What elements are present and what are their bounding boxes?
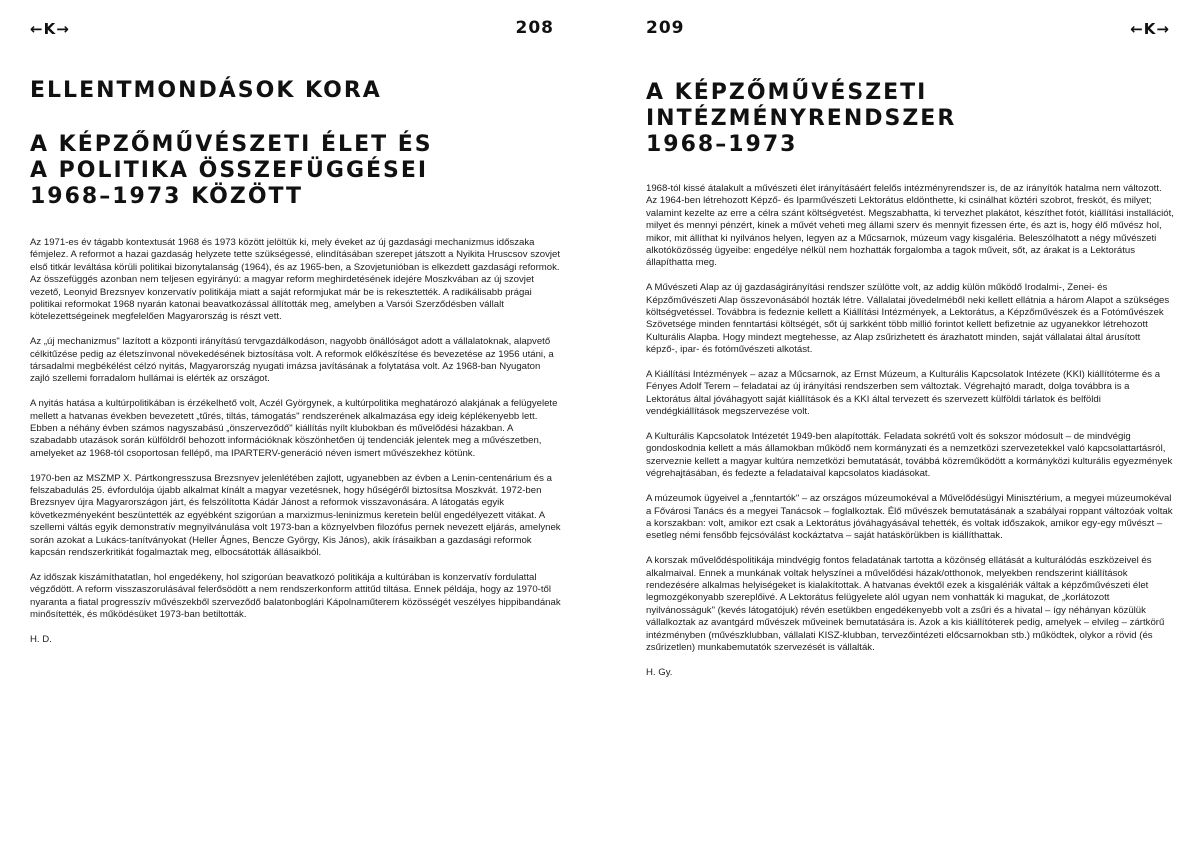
- paragraph: Az 1971-es év tágabb kontextusát 1968 és 1973 között jelöltük ki, mely éveket az új gazdasági mechanizmus időszaka fémjelez. A reformot a hazai gazdaság helyzete tette szükségessé, elindításában szerepet játszott a Nyikita Hruscsov szovjet első titkár leváltása körüli politikai bizonytalanság (1964), és az 1965-ben, a Szovjetunióban is elkezdett gazdasági reformok. Az összefüggés azonban nem teljesen egyirányú: a magyar reform meghirdetésének idejére Moszkvában az új szovjet vezető, Leonyid Brezsnyev konzervatív politikája miatt a saját reformjukat már be is rekesztették. A radikálisabb prágai politikai reformokat 1968 nyarán katonai beavatkozással állították meg, amelyben a Varsói Szerződésben vállalt kötelezettségeinek megfelelően Magyarország is részt vett.: [30, 237, 561, 323]
- right-page: [600, 0, 1200, 847]
- paragraph: A múzeumok ügyeivel a „fenntartók" – az országos múzeumokéval a Művelődésügyi Minisztérium, a megyei múzeumokéval a Fővárosi Tanács és a megyei Tanácsok – foglalkoztak. Élő művészek bemutatásának a szabályai roppant változóak voltak a korszakban: volt, amikor ezt csak a Lektorátus jóváhagyásával tehették, és voltak időszakok, amikor egy-egy művészt – esetleg némi fensőbb fejcsóválást kockáztatva – saját hatáskörükben is kiállíthattak.: [646, 493, 1173, 542]
- paragraph: A nyitás hatása a kultúrpolitikában is érzékelhető volt, Aczél Györgynek, a kultúrpolitika meghatározó alakjának a felügyelete mellett a hatvanas években bevezetett „tűrés, tiltás, támogatás" rendszerének alkalmazása egy ideig képlékenyebb lett. Ebben a néhány évben számos nagyszabású „önszerveződő" kiállítás nyílt klubokban és művelődési házakban. A szabadabb utazások során külföldről behozott információknak köszönhetően új tendenciák jelentek meg a művészetben, amelyeket az 1968-tól csoportosan fellépő, ma IPARTERV-generáció néven ismert művészekhez kötünk.: [30, 398, 558, 459]
- chapter-title: A KÉPZŐMŰVÉSZETI INTÉZMÉNYRENDSZER 1968–1973: [646, 80, 957, 157]
- paragraph: Az „új mechanizmus" lazított a központi irányítású tervgazdálkodáson, nagyobb önállóságot adott a vállalatoknak, alapvető célkitűzése pedig az életszínvonal növekedésének biztosítása volt. A reformok előkészítése és bevezetése az 1956 utáni, a társadalmi megbékélést célzó nyitás, Magyarország nyugati imázsa javításának a folytatása volt. Az 1968-ban Nyugaton zajló szellemi forradalom hullámai is elérték az országot.: [30, 336, 554, 385]
- chapter-title: A KÉPZŐMŰVÉSZETI ÉLET ÉS A POLITIKA ÖSSZEFÜGGÉSEI 1968–1973 KÖZÖTT: [30, 132, 433, 209]
- paragraph: A korszak művelődéspolitikája mindvégig fontos feladatának tartotta a közönség ellátását a kulturálódás eszközeivel és alkalmaival. Ennek a munkának voltak helyszínei a művelődési házak/otthonok, melyekben rendszerint kiállítások rendezésére alkalmas helyiségeket is kialakítottak. A hatvanas évektől ezek a kisgalériák váltak a képzőművészeti élet legmozgékonyabb szereplőivé. A Lektorátus felügyelete alól ugyan nem vonhatták ki magukat, de „korlátozott nyilvánosságuk" (kevés látogatójuk) révén esetükben engedékenyebb volt a zsűri és a hivatal – így néhányan közülük vállalkoztak az avantgárd művészek műveinek bemutatására is. Azok a kis kiállítóterek pedig, amelyek – elvileg – zártkörű intézményben (művészklubban, vállalati KISZ-klubban, tervezőintézeti előcsarnokban stb.) működtek, olykor a rövid (és zsűrizetlen) munkabemutatók szervezését is vállalták.: [646, 555, 1165, 653]
- paragraph: 1968-tól kissé átalakult a művészeti élet irányításáért felelős intézményrendszer is, de az irányítók hatalma nem változott. Az 1964-ben létrehozott Képző- és Iparművészeti Lektorátus eldönthette, ki csinálhat köztéri szobrot, freskót, és milyet; valamint kezelte az erre a célra szánt költségvetést. Megszabhatta, ki tervezhet plakátot, készíthet fotót, kiállítási installációt, milyet és mennyi pénzért, kinek a művét veheti meg állami szerv és mennyit fizessen érte, és azt is, hogy élő művész hol, mikor, mit állíthat ki nyilvános helyen, legyen az a Műcsarnok, múzeum vagy kisgaléria. Beleszólhatott a négy művészeti alkotóközösség ügyeibe: engedélye nélkül nem hozhatták forgalomba a tagok műveit, sőt, az árakat is a Lektorátus állapíthatta meg.: [646, 183, 1174, 269]
- article-body: [646, 183, 1174, 692]
- k-logo-icon: ←K→: [30, 20, 70, 38]
- author-initials: H. Gy.: [646, 666, 673, 678]
- paragraph: A Művészeti Alap az új gazdaságirányítási rendszer szülötte volt, az addig külön működő Irodalmi-, Zenei- és Képzőművészeti Alap összevonásából hozták létre. Vállalatai jövedelméből neki kellett ellátnia a három Alapot a szükséges költségvetéssel. Továbbra is fedeznie kellett a Kiállítási Intézmények, a Lektorátus, a Képzőművészek és a Fotóművészek Szövetsége minden fenntartási költségét, sőt új sarkként több millió forintot kellett befizetnie az ugyanekkor létrehozott Kulturális Alapba. Hogy mindezt megtehesse, az Alap zsűrizhetett és árazhatott minden, saját vállalatai által árusított képző-, ipar- és fotóművészeti alkotást.: [646, 282, 1170, 356]
- page-number: 209: [646, 18, 685, 38]
- k-logo-icon: ←K→: [1130, 20, 1170, 38]
- section-title: ELLENTMONDÁSOK KORA: [30, 78, 382, 103]
- paragraph: Az időszak kiszámíthatatlan, hol engedékeny, hol szigorúan beavatkozó politikája a kultúrában is konzervatív fordulattal végződött. A reform visszaszorulásával felerősödött a nem rendszerkonform attitűd tiltása. Ennek példája, hogy az 1970-től nyaranta a fiatal progresszív művészekből szerveződő balatonboglári Kápolnaműterem közösségét veszélyes hippibandának minősítették, és működésüket 1973-ban betiltották.: [30, 571, 561, 621]
- page-number: 208: [515, 18, 554, 38]
- author-initials: H. D.: [30, 633, 52, 645]
- paragraph: 1970-ben az MSZMP X. Pártkongresszusa Brezsnyev jelenlétében zajlott, ugyanebben az évben a Lenin-centenárium és a felszabadulás 25. évfordulója újabb alkalmat kínált a magyar vezetésnek, hogy hűségéről biztosítsa Moszkvát. 1972-ben Brezsnyev újra Magyarországon járt, és felszólította Kádár Jánost a reformok visszavonására. A látogatás egyik következményeként beszüntették az egyébként szigorúan a marxizmus-leninizmus keretein belül engedélyezett vitákat. A szellemi váltás egyik demonstratív megnyilvánulása volt 1973-ban a köznyelvben filozófus pernek nevezett eljárás, amelynek során azokat a Lukács-tanítványokat (Heller Ágnes, Bencze György, Kis János), akik írásaikban a gazdasági reformok kapcsán rendszerkritikát fogalmaztak meg, elbocsátották állásaikból.: [30, 472, 561, 559]
- paragraph: A Kulturális Kapcsolatok Intézetét 1949-ben alapították. Feladata sokrétű volt és sokszor módosult – de mindvégig gondoskodnia kellett a más államokban működő nem kormányzati és a nemzetközi szervezetekkel való kapcsolattartásról, szerveznie kellett a magyar kultúra nemzetközi bemutatását, továbbá közreműködött a kormányközi kulturális egyezmények végrehajtásában, és fedezte a feladataival kapcsolatos kiadásokat.: [646, 431, 1173, 480]
- article-body: [30, 237, 562, 659]
- paragraph: A Kiállítási Intézmények – azaz a Műcsarnok, az Ernst Múzeum, a Kulturális Kapcsolatok Intézete (KKI) kiállítóterme és a Fényes Adolf Terem – feladatai az új irányítási rendszerben sem változtak. Végrehajtó maradt, dolga továbbra is a Lektorátus által jóváhagyott saját kiállítások és a KKI által tervezett és szervezett külföldi tárlatok és belföldi vendégkiállítások megszervezése volt.: [646, 369, 1161, 418]
